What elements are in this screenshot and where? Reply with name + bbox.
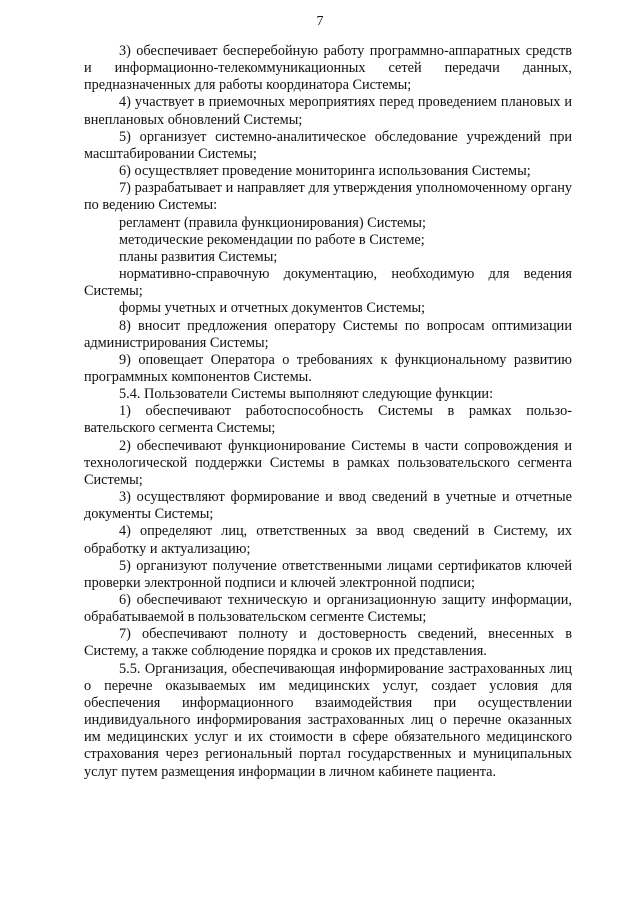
paragraph-item-5: 5) организует системно-аналитическое обследование учреждений при масштабировании Системы; — [84, 128, 572, 162]
section-5-5-paragraph: 5.5. Организация, обеспечивающая информирование застрахованных лиц о перечне оказываемых им медицинских услуг, создает условия для обеспечения информационного взаимодействия при осуществлении индивидуального информирования застрахованных лиц о перечне оказанных им медицинских услуг и их стоимости в сфере обязательного медицинского страхования через региональный портал государственных и муниципальных услуг путем размещения информации в личном кабинете пациента. — [84, 660, 572, 780]
paragraph-item-7: 7) разрабатывает и направляет для утверждения уполномоченному органу по ведению Системы: — [84, 180, 572, 214]
paragraph-item-9: 9) оповещает Оператора о требованиях к функциональному развитию программных компонентов Системы. — [84, 351, 572, 385]
subitem-reference-docs: нормативно-справочную документацию, необходимую для ведения Системы; — [84, 266, 572, 300]
users-item-7: 7) обеспечивают полноту и достоверность сведений, внесенных в Систему, а также соблюдение порядка и сроков их представления. — [84, 626, 572, 660]
subitem-forms: формы учетных и отчетных документов Системы; — [119, 300, 426, 317]
users-item-3: 3) осуществляют формирование и ввод сведений в учетные и отчетные документы Системы; — [84, 489, 572, 523]
paragraph-item-8: 8) вносит предложения оператору Системы по вопросам оптимизации администрирования Системы; — [84, 317, 572, 351]
subitem-regulations: регламент (правила функционирования) Системы; — [119, 214, 426, 231]
paragraph-item-4: 4) участвует в приемочных мероприятиях перед проведением плановых и внеплановых обновлений Системы; — [84, 94, 572, 128]
users-item-6: 6) обеспечивают техническую и организационную защиту информации, обрабатываемой в пользовательском сегменте Системы; — [84, 592, 572, 626]
users-item-5: 5) организуют получение ответственными лицами сертификатов ключей проверки электронной подписи и ключей электронной подписи; — [84, 557, 572, 591]
users-item-2: 2) обеспечивают функционирование Системы в части сопровождения и технологической поддержки Системы в рамках пользовательского сегмента Системы; — [84, 437, 572, 488]
paragraph-item-6: 6) осуществляет проведение мониторинга использования Системы; — [119, 163, 531, 180]
section-5-4-heading: 5.4. Пользователи Системы выполняют следующие функции: — [119, 386, 494, 403]
document-body — [84, 43, 572, 781]
users-item-4: 4) определяют лиц, ответственных за ввод сведений в Систему, их обработку и актуализацию; — [84, 523, 572, 557]
page-number: 7 — [316, 14, 324, 29]
paragraph-item-3: 3) обеспечивает бесперебойную работу программно-аппаратных средств и информационно-телекоммуникационных сетей передачи данных, предназначенных для работы координатора Системы; — [84, 43, 572, 94]
users-item-1: 1) обеспечивают работоспособность Системы в рамках пользо-вательского сегмента Системы; — [84, 403, 572, 437]
subitem-guidelines: методические рекомендации по работе в Системе; — [119, 231, 425, 248]
subitem-development-plans: планы развития Системы; — [119, 248, 278, 265]
